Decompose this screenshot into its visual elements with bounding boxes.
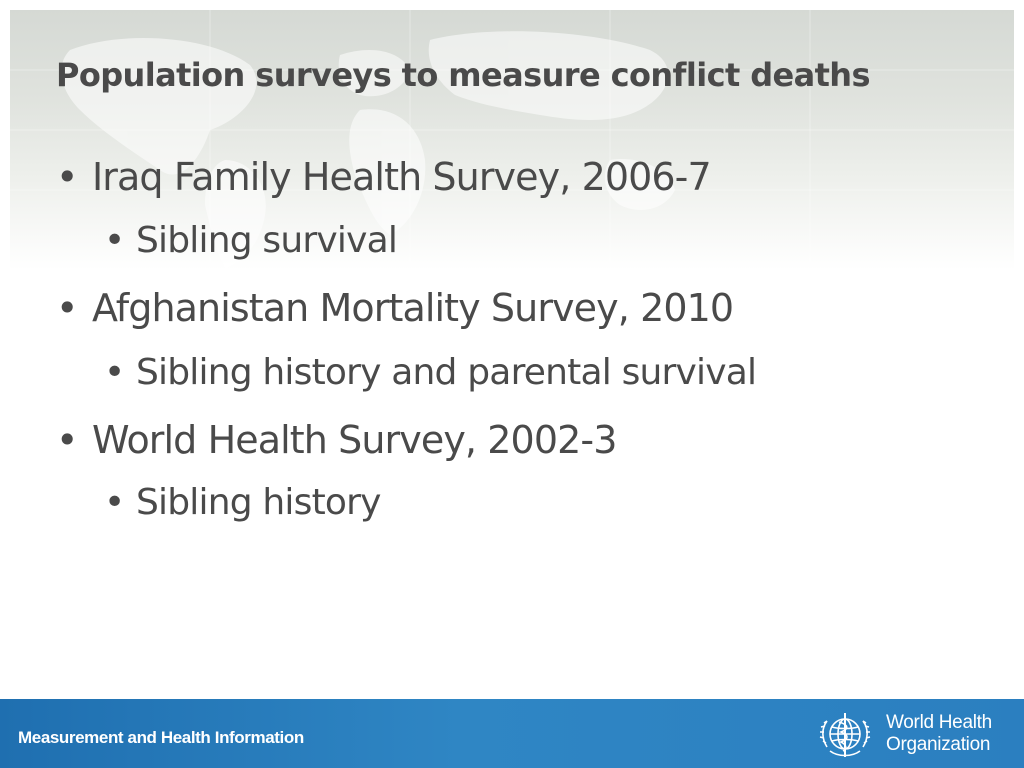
footer-department: Measurement and Health Information	[18, 728, 304, 747]
bullet-marker: •	[104, 220, 125, 261]
slide-title: Population surveys to measure conflict deaths	[56, 56, 870, 94]
sub-bullet-item	[104, 482, 381, 523]
bullet-marker: •	[56, 155, 78, 199]
bullet-text: Iraq Family Health Survey, 2006-7	[92, 155, 711, 199]
who-logo-text	[886, 712, 992, 756]
bullet-marker: •	[104, 352, 125, 393]
sub-bullet-item	[104, 352, 756, 393]
bullet-text: World Health Survey, 2002-3	[92, 418, 617, 462]
footer-bar	[0, 699, 1024, 768]
sub-bullet-text: Sibling survival	[136, 220, 398, 261]
bullet-item	[56, 155, 711, 199]
bullet-marker: •	[56, 418, 78, 462]
sub-bullet-item	[104, 220, 397, 261]
who-name-line2: Organization	[886, 734, 991, 755]
bullet-marker: •	[104, 482, 125, 523]
bullet-text: Afghanistan Mortality Survey, 2010	[92, 286, 734, 330]
who-emblem-icon	[818, 707, 872, 761]
sub-bullet-text: Sibling history	[136, 482, 381, 523]
sub-bullet-text: Sibling history and parental survival	[136, 352, 757, 393]
bullet-marker: •	[56, 286, 78, 330]
bullet-item	[56, 286, 733, 330]
bullet-item	[56, 418, 616, 462]
who-name-line1: World Health	[886, 712, 992, 733]
